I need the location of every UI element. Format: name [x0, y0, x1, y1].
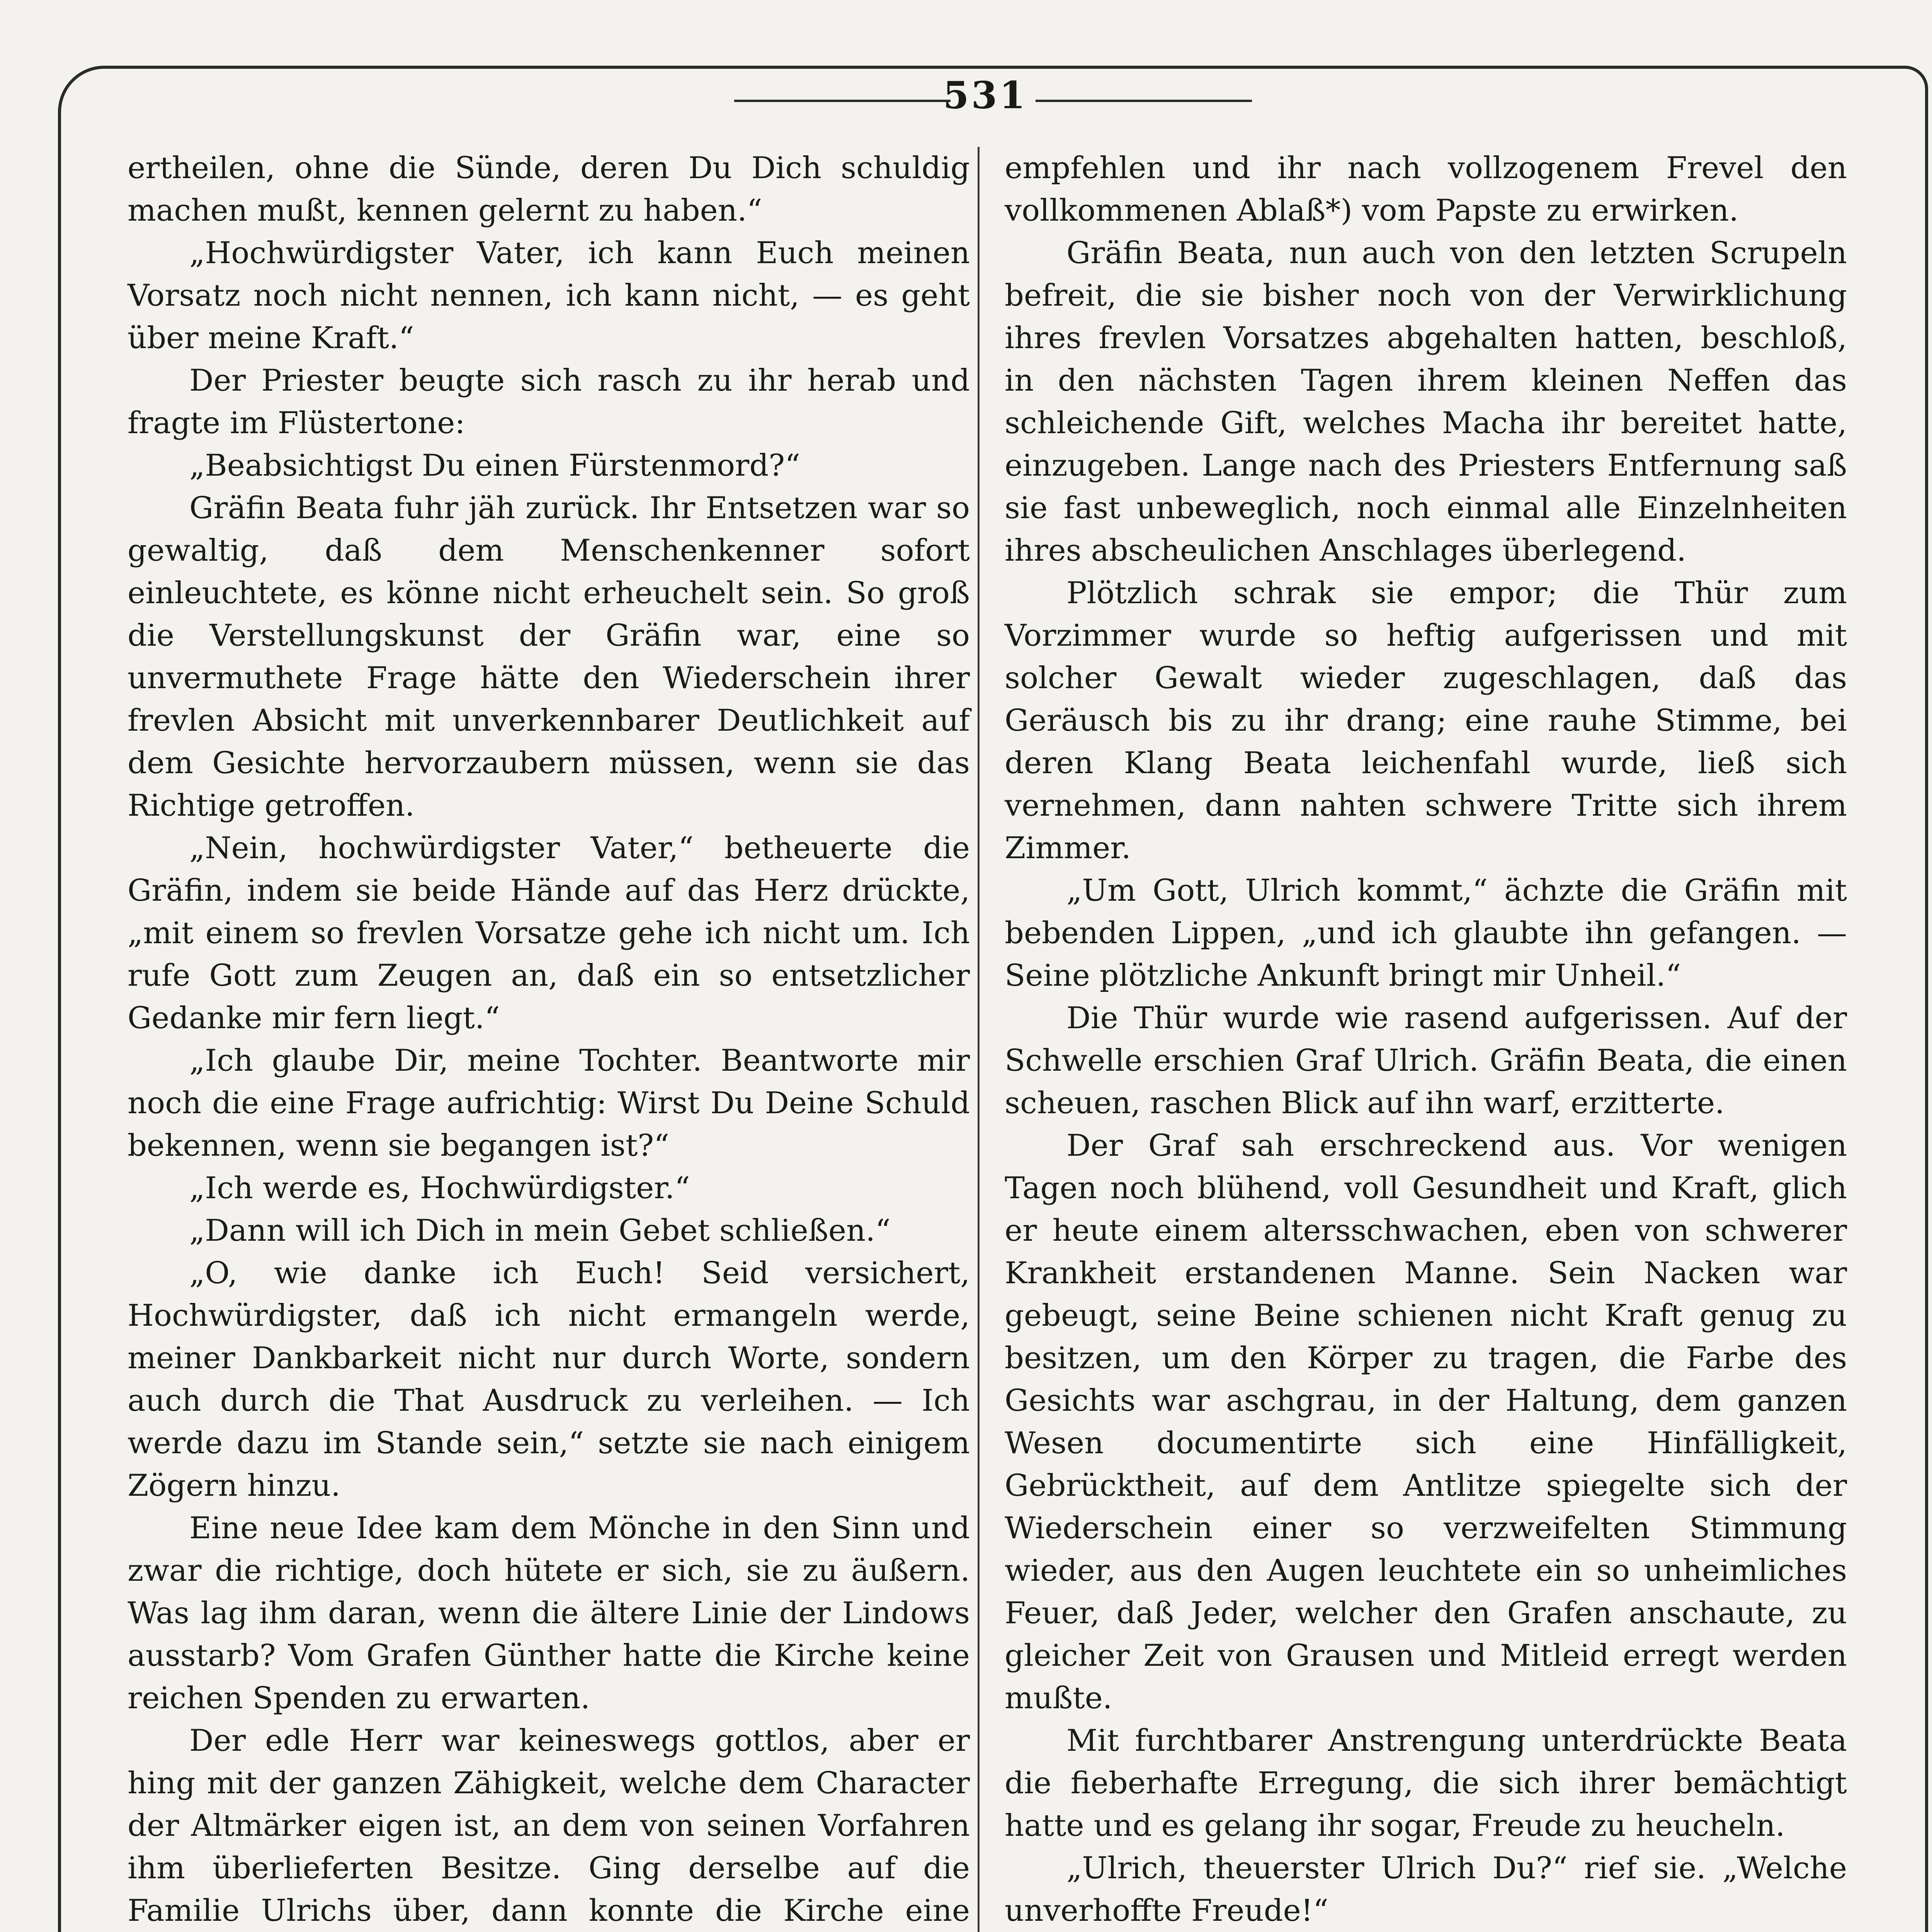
paragraph: „O, wie danke ich Euch! Seid versichert, Hochwürdigster, daß ich nicht ermangeln werde, meiner Dankbarkeit nicht nur durch Worte, sondern auch durch die That Ausdruck zu verleihen. — Ich werde dazu im Stande sein,“ setzte sie nach einigem Zögern hinzu. — [128, 1256, 970, 1503]
paragraph: „Ich werde es, Hochwürdigster.“ — [189, 1171, 690, 1206]
page-number: 531 — [943, 73, 1028, 117]
paragraph: Plötzlich schrak sie empor; die Thür zum Vorzimmer wurde so heftig aufgerissen und mit solcher Gewalt wieder zugeschlagen, daß das Geräusch bis zu ihr drang; eine rauhe Stimme, bei deren Klang Beata leichenfahl wurde, ließ sich vernehmen, dann nahten schwere Tritte sich ihrem Zimmer. — [1005, 576, 1847, 866]
paragraph: „Beabsichtigst Du einen Fürstenmord?“ — [189, 448, 800, 483]
header-rule-right — [1036, 100, 1252, 102]
paragraph: ertheilen, ohne die Sünde, deren Du Dich schuldig machen mußt, kennen gelernt zu haben.“ — [128, 151, 970, 228]
paragraph: Der edle Herr war keineswegs gottlos, aber er hing mit der ganzen Zähigkeit, welche dem Character der Altmärker eigen ist, an dem von seinen Vorfahren ihm überlieferten Besitze. Ging derselbe auf die Familie Ulrichs über, dann konnte die Kirche eine — [128, 1723, 970, 1928]
column-divider — [978, 147, 980, 1932]
paragraph: „Ich glaube Dir, meine Tochter. Beantworte mir noch die eine Frage aufrichtig: Wirst Du Deine Schuld bekennen, wenn sie begangen ist?“ — [128, 1043, 970, 1163]
paragraph: „Nein, hochwürdigster Vater,“ betheuerte die Gräfin, indem sie beide Hände auf das Herz drückte, „mit einem so frevlen Vorsatze gehe ich nicht um. Ich rufe Gott zum Zeugen an, daß ein so entsetzlicher Gedanke mir fern liegt.“ — [128, 831, 970, 1036]
paragraph: „Um Gott, Ulrich kommt,“ ächzte die Gräfin mit bebenden Lippen, „und ich glaubte ihn gefangen. — Seine plötzliche Ankunft bringt mir Unheil.“ — [1005, 873, 1847, 993]
paragraph: Gräfin Beata, nun auch von den letzten Scrupeln befreit, die sie bisher noch von der Verwirklichung ihres frevlen Vorsatzes abgehalten hatten, beschloß, in den nächsten Tagen ihrem kleinen Neffen das schleichende Gift, welches Macha ihr bereitet hatte, einzugeben. Lange nach des Priesters Entfernung saß sie fast unbeweglich, noch einmal alle Einzelnheiten ihres abscheulichen Anschlages überlegend. — [1005, 236, 1847, 568]
paragraph: Die Thür wurde wie rasend aufgerissen. Auf der Schwelle erschien Graf Ulrich. Gräfin Beata, die einen scheuen, raschen Blick auf ihn warf, erzitterte. — [1005, 1001, 1847, 1121]
left-column — [128, 147, 970, 1932]
paragraph: Mit furchtbarer Anstrengung unterdrückte Beata die fieberhafte Erregung, die sich ihrer bemächtigt hatte und es gelang ihr sogar, Freude zu heucheln. — [1005, 1723, 1847, 1843]
page-header — [0, 73, 1932, 120]
paragraph: Gräfin Beata fuhr jäh zurück. Ihr Entsetzen war so gewaltig, daß dem Menschenkenner sofort einleuchtete, es könne nicht erheuchelt sein. So groß die Verstellungskunst der Gräfin war, eine so unvermuthete Frage hätte den Wiederschein ihrer frevlen Absicht mit unverkennbarer Deutlichkeit auf dem Gesichte hervorzaubern müssen, wenn sie das Richtige getroffen. — [128, 491, 970, 823]
paragraph: empfehlen und ihr nach vollzogenem Frevel den vollkommenen Ablaß*) vom Papste zu erwirken. — [1005, 151, 1847, 228]
paragraph: Eine neue Idee kam dem Mönche in den Sinn und zwar die richtige, doch hütete er sich, sie zu äußern. Was lag ihm daran, wenn die ältere Linie der Lindows ausstarb? Vom Grafen Günther hatte die Kirche keine reichen Spenden zu erwarten. — [128, 1511, 970, 1716]
header-rule-left — [734, 100, 951, 102]
right-column — [1005, 147, 1847, 1932]
paragraph: „Dann will ich Dich in mein Gebet schließen.“ — [189, 1213, 891, 1248]
paragraph: „Hochwürdigster Vater, ich kann Euch meinen Vorsatz noch nicht nennen, ich kann nicht, — es geht über meine Kraft.“ — [128, 236, 970, 355]
paragraph: Der Graf sah erschreckend aus. Vor wenigen Tagen noch blühend, voll Gesundheit und Kraft, glich er heute einem altersschwachen, eben von schwerer Krankheit erstandenen Manne. Sein Nacken war gebeugt, seine Beine schienen nicht Kraft genug zu besitzen, um den Körper zu tragen, die Farbe des Gesichts war aschgrau, in der Haltung, dem ganzen Wesen documentirte sich eine Hinfälligkeit, Gebrücktheit, auf dem Antlitze spiegelte sich der Wiederschein einer so verzweifelten Stimmung wieder, aus den Augen leuchtete ein so unheimliches Feuer, daß Jeder, welcher den Grafen anschaute, zu gleicher Zeit von Grausen und Mitleid erregt werden mußte. — [1005, 1128, 1847, 1716]
paragraph: Der Priester beugte sich rasch zu ihr herab und fragte im Flüstertone: — [128, 363, 970, 440]
paragraph: „Ulrich, theuerster Ulrich Du?“ rief sie. „Welche unverhoffte Freude!“ — [1005, 1851, 1847, 1928]
